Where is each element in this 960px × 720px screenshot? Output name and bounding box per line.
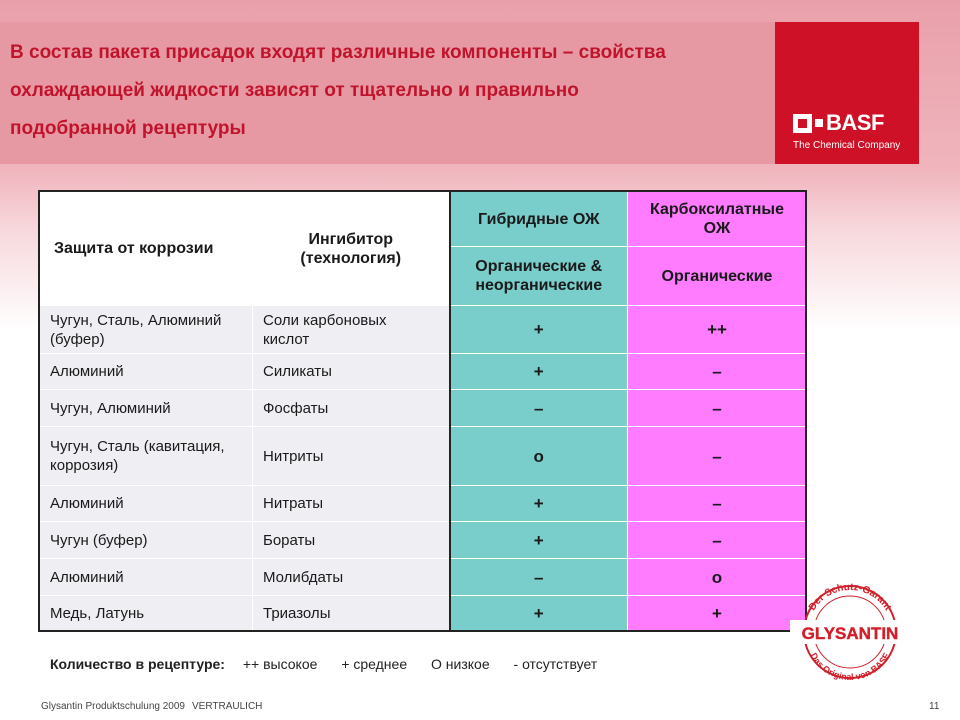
header-hybrid-sub: Органические & неорганические — [450, 247, 628, 306]
basf-dot-icon — [815, 119, 823, 127]
seal-bottom-text: Das Original von BASF — [808, 651, 892, 683]
cell-carboxylate: ++ — [628, 306, 807, 354]
page-number: 11 — [929, 701, 940, 712]
cell-inhibitor: Фосфаты — [253, 390, 450, 427]
legend-none: - отсутствует — [513, 656, 598, 672]
footer-confidential: VERTRAULICH — [192, 701, 263, 712]
cell-protection: Алюминий — [40, 559, 253, 596]
basf-logo-mark — [793, 112, 884, 134]
cell-carboxylate: o — [628, 559, 807, 596]
table-row — [40, 306, 807, 354]
header-protection: Защита от коррозии — [40, 192, 253, 306]
header-inhibitor: Ингибитор (технология) — [253, 192, 450, 306]
seal-top-text: Der Schutz-Garant — [806, 581, 894, 613]
legend-low: O низкое — [431, 656, 490, 672]
header-hybrid: Гибридные ОЖ — [450, 192, 628, 247]
cell-hybrid: + — [450, 354, 628, 390]
cell-hybrid: + — [450, 306, 628, 354]
cell-protection: Чугун, Сталь (кавитация, коррозия) — [40, 427, 253, 486]
cell-hybrid: – — [450, 559, 628, 596]
table-row — [40, 596, 807, 632]
cell-inhibitor: Молибдаты — [253, 559, 450, 596]
header-carboxylate: Карбоксилатные ОЖ — [628, 192, 807, 247]
comparison-table — [39, 191, 807, 632]
cell-inhibitor: Бораты — [253, 522, 450, 559]
glysantin-seal-icon — [790, 576, 910, 688]
cell-inhibitor: Силикаты — [253, 354, 450, 390]
header-carboxylate-sub: Органические — [628, 247, 807, 306]
cell-hybrid: + — [450, 486, 628, 522]
svg-text:Das Original von BASF — [808, 651, 891, 682]
table-row — [40, 354, 807, 390]
basf-logo-text: BASF — [826, 110, 884, 135]
cell-protection: Чугун, Сталь, Алюминий (буфер) — [40, 306, 253, 354]
basf-logo — [775, 22, 919, 164]
table-row — [40, 390, 807, 427]
legend — [50, 656, 617, 672]
page-title: В состав пакета присадок входят различные компоненты – свойства охлаждающей жидкости зависят от тщательно и правильно подобранной рецептуры — [10, 42, 666, 139]
cell-carboxylate: – — [628, 522, 807, 559]
cell-carboxylate: + — [628, 596, 807, 632]
cell-carboxylate: – — [628, 427, 807, 486]
basf-square-icon — [793, 114, 812, 133]
cell-inhibitor: Соли карбоновых кислот — [253, 306, 450, 354]
cell-inhibitor: Нитриты — [253, 427, 450, 486]
cell-inhibitor: Нитраты — [253, 486, 450, 522]
table-row — [40, 559, 807, 596]
cell-carboxylate: – — [628, 486, 807, 522]
basf-tagline: The Chemical Company — [793, 140, 901, 151]
cell-protection: Алюминий — [40, 486, 253, 522]
table-row — [40, 522, 807, 559]
footer-left: Glysantin Produktschulung 2009 — [41, 701, 185, 712]
legend-high: ++ высокое — [242, 656, 318, 672]
table-row — [40, 486, 807, 522]
cell-hybrid: o — [450, 427, 628, 486]
cell-protection: Чугун (буфер) — [40, 522, 253, 559]
cell-hybrid: + — [450, 596, 628, 632]
cell-inhibitor: Триазолы — [253, 596, 450, 632]
legend-medium: + среднее — [341, 656, 408, 672]
seal-brand: GLYSANTIN — [801, 624, 899, 643]
cell-protection: Чугун, Алюминий — [40, 390, 253, 427]
cell-protection: Алюминий — [40, 354, 253, 390]
cell-carboxylate: – — [628, 390, 807, 427]
legend-label: Количество в рецептуре: — [50, 656, 225, 672]
cell-protection: Медь, Латунь — [40, 596, 253, 632]
cell-hybrid: + — [450, 522, 628, 559]
table-row — [40, 427, 807, 486]
svg-text:Der Schutz-Garant — [807, 582, 894, 613]
cell-hybrid: – — [450, 390, 628, 427]
cell-carboxylate: – — [628, 354, 807, 390]
